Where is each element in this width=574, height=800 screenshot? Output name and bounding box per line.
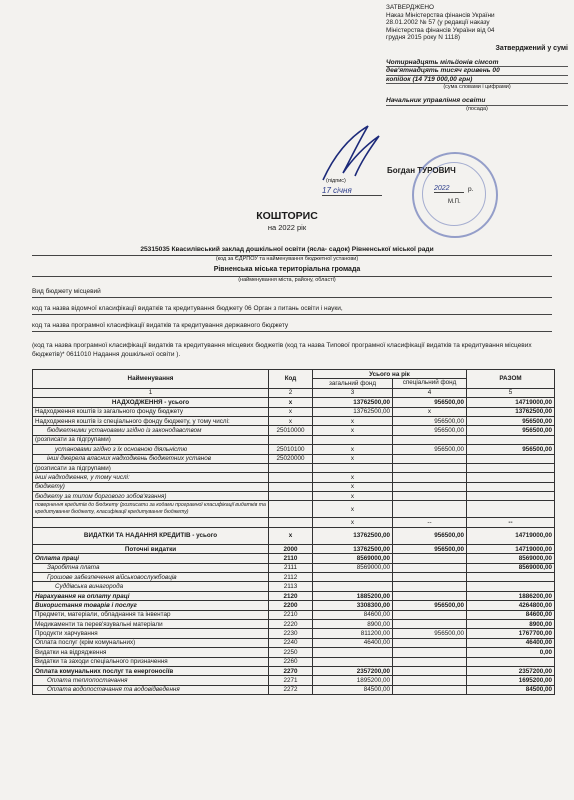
row-special-fund-cell: 956500,00 — [393, 398, 467, 407]
row-total-cell: 0,00 — [467, 648, 555, 657]
row-code-cell — [269, 492, 313, 501]
row-special-fund-cell — [393, 685, 467, 694]
institution-caption: (код за ЄДРПОУ та найменування бюджетної установи) — [215, 256, 359, 262]
row-general-fund-cell: 8569000,00 — [313, 554, 393, 563]
row-special-fund-cell — [393, 554, 467, 563]
row-code-cell: 2230 — [269, 629, 313, 638]
row-name-cell: Медикаменти та перев'язувальні матеріали — [33, 619, 269, 628]
row-code-cell: 25020000 — [269, 454, 313, 463]
row-special-fund-cell: х — [393, 407, 467, 416]
row-code-cell: 25010100 — [269, 445, 313, 454]
row-code-cell: 2250 — [269, 648, 313, 657]
row-general-fund-cell: х — [313, 454, 393, 463]
index-cell: 5 — [467, 388, 555, 397]
position-caption: (посада) — [466, 105, 488, 112]
sum-words: дев'ятнадцять тисяч гривень 00 — [386, 67, 568, 76]
row-name-cell: Оплата праці — [33, 554, 269, 563]
row-special-fund-cell — [393, 638, 467, 647]
row-general-fund-cell: 84600,00 — [313, 610, 393, 619]
handwritten-date: 17 січня — [322, 186, 382, 196]
row-general-fund-cell: 3308300,00 — [313, 601, 393, 610]
budget-table — [32, 369, 555, 695]
table-row — [33, 619, 555, 628]
document-title: КОШТОРИС — [256, 210, 318, 222]
table-row — [33, 554, 555, 563]
row-code-cell — [269, 482, 313, 491]
row-code-cell: 2271 — [269, 676, 313, 685]
handwritten-year: 2022 — [434, 185, 464, 193]
row-total-cell — [467, 582, 555, 591]
approval-line: грудня 2015 року N 1118) — [386, 34, 461, 42]
document-year: на 2022 рік — [267, 223, 307, 232]
row-name-cell: Грошове забезпечення військовослужбовців — [33, 573, 269, 582]
row-code-cell — [269, 435, 313, 444]
table-body — [33, 398, 555, 695]
row-special-fund-cell — [393, 648, 467, 657]
row-special-fund-cell — [393, 501, 467, 518]
community-caption: (найменування міста, району, області) — [238, 277, 336, 283]
approval-line: 28.01.2002 № 57 (у редакції наказу — [386, 19, 490, 27]
row-code-cell: 2200 — [269, 601, 313, 610]
stamp-label: М.П. — [448, 199, 461, 205]
signer-name: Богдан ТУРОВИЧ — [387, 166, 456, 175]
index-cell: 3 — [313, 388, 393, 397]
row-code-cell: 25010000 — [269, 426, 313, 435]
row-code-cell: 2260 — [269, 657, 313, 666]
row-name-cell: Видатки та заходи спеціального призначення — [33, 657, 269, 666]
row-general-fund-cell: 13762500,00 — [313, 527, 393, 544]
row-special-fund-cell — [393, 463, 467, 472]
row-code-cell: 2210 — [269, 610, 313, 619]
row-special-fund-cell: 956500,00 — [393, 544, 467, 553]
date-suffix: р. — [468, 186, 474, 193]
table-row — [33, 518, 555, 527]
row-general-fund-cell: х — [313, 501, 393, 518]
row-total-cell — [467, 657, 555, 666]
row-total-cell: 14719000,00 — [467, 527, 555, 544]
row-general-fund-cell: 2357200,00 — [313, 666, 393, 675]
table-row — [33, 648, 555, 657]
row-special-fund-cell — [393, 492, 467, 501]
department-classification: код та назва відомчої класифікації видатків та кредитування бюджету 06 Орган з питань освіти і науки, — [32, 305, 343, 312]
row-special-fund-cell — [393, 676, 467, 685]
row-total-cell: 46400,00 — [467, 638, 555, 647]
signature-caption: (підпис) — [326, 178, 346, 184]
row-general-fund-cell: х — [313, 473, 393, 482]
row-name-cell: інші джерела власних надходжень бюджетних установ — [33, 454, 269, 463]
row-general-fund-cell: 84500,00 — [313, 685, 393, 694]
row-name-cell: інші надходження, у тому числі: — [33, 473, 269, 482]
position: Начальник управління освіти — [386, 97, 568, 106]
underline — [32, 314, 552, 315]
approval-block — [386, 4, 568, 113]
row-special-fund-cell: 956500,00 — [393, 629, 467, 638]
row-total-cell: 8569000,00 — [467, 554, 555, 563]
row-general-fund-cell — [313, 573, 393, 582]
row-name-cell: Використання товарів і послуг — [33, 601, 269, 610]
program-classification: код та назва програмної класифікації видатків та кредитування державного бюджету — [32, 322, 289, 329]
row-code-cell: 2113 — [269, 582, 313, 591]
row-total-cell: 956500,00 — [467, 416, 555, 425]
row-name-cell: бюджетними установами згідно із законодавством — [33, 426, 269, 435]
row-name-cell: НАДХОДЖЕННЯ - усього — [33, 398, 269, 407]
underline — [32, 331, 552, 332]
row-code-cell: 2112 — [269, 573, 313, 582]
row-code-cell: 2000 — [269, 544, 313, 553]
row-code-cell: 2272 — [269, 685, 313, 694]
row-code-cell: 2240 — [269, 638, 313, 647]
row-name-cell: Видатки на відрядження — [33, 648, 269, 657]
row-name-cell: бюджету) — [33, 482, 269, 491]
sum-words: копійок (14 719 000,00 грн) — [386, 76, 568, 85]
table-row — [33, 629, 555, 638]
row-general-fund-cell: 8569000,00 — [313, 563, 393, 572]
sum-words: Чотирнадцять мільйонів сімсот — [386, 59, 568, 68]
approval-line: ЗАТВЕРДЖЕНО — [386, 4, 434, 11]
row-general-fund-cell: 13762500,00 — [313, 398, 393, 407]
row-total-cell: 956500,00 — [467, 426, 555, 435]
row-code-cell: х — [269, 527, 313, 544]
row-name-cell: Поточні видатки — [33, 544, 269, 553]
table-row — [33, 544, 555, 553]
row-name-cell: Оплата комунальних послуг та енергоносіїв — [33, 666, 269, 675]
row-total-cell: -- — [467, 518, 555, 527]
row-name-cell: установами згідно з їх основною діяльністю — [33, 445, 269, 454]
row-name-cell: Оплата водопостачання та водовідведення — [33, 685, 269, 694]
index-cell: 4 — [393, 388, 467, 397]
row-name-cell: Предмети, матеріали, обладнання та інвентар — [33, 610, 269, 619]
underline — [32, 297, 552, 298]
row-name-cell: Оплата послуг (крім комунальних) — [33, 638, 269, 647]
row-total-cell — [467, 454, 555, 463]
row-special-fund-cell: -- — [393, 518, 467, 527]
row-code-cell — [269, 501, 313, 518]
budget-type: Вид бюджету місцевий — [32, 288, 101, 295]
index-cell: 1 — [33, 388, 269, 397]
row-total-cell: 8569000,00 — [467, 563, 555, 572]
community-name: Рівненська міська територіальна громада — [213, 266, 361, 273]
row-total-cell: 14719000,00 — [467, 544, 555, 553]
table-row — [33, 685, 555, 694]
row-total-cell — [467, 492, 555, 501]
index-cell: 2 — [269, 388, 313, 397]
approved-sum-label: Затверджений у сумі — [495, 44, 568, 52]
table-row — [33, 563, 555, 572]
table-row — [33, 454, 555, 463]
row-special-fund-cell — [393, 591, 467, 600]
row-general-fund-cell: х — [313, 416, 393, 425]
bleed-through-shadow — [20, 22, 350, 142]
table-row — [33, 398, 555, 407]
row-special-fund-cell — [393, 619, 467, 628]
row-total-cell: 1886200,00 — [467, 591, 555, 600]
row-name-cell: (розписати за підгрупами) — [33, 435, 269, 444]
table-row — [33, 638, 555, 647]
row-name-cell: (розписати за підгрупами) — [33, 463, 269, 472]
row-name-cell: Продукти харчування — [33, 629, 269, 638]
row-general-fund-cell: 8900,00 — [313, 619, 393, 628]
row-general-fund-cell: 811200,00 — [313, 629, 393, 638]
row-code-cell — [269, 463, 313, 472]
row-code-cell: 2110 — [269, 554, 313, 563]
row-special-fund-cell — [393, 573, 467, 582]
row-name-cell: ВИДАТКИ ТА НАДАННЯ КРЕДИТІВ - усього — [33, 527, 269, 544]
col-header-name: Найменування — [33, 370, 269, 389]
col-header-code: Код — [269, 370, 313, 389]
row-special-fund-cell: 956500,00 — [393, 416, 467, 425]
row-total-cell — [467, 482, 555, 491]
row-general-fund-cell: 1885200,00 — [313, 591, 393, 600]
row-total-cell — [467, 573, 555, 582]
typical-program-classification: (код та назва програмної класифікації видатків та кредитування місцевих бюджетів (код та назва Типової програмної класифікації видатків та кредитування місцевих бюджетів)* 0611010 Надання дошкільної освіти ). — [32, 342, 532, 358]
table-row — [33, 676, 555, 685]
table-row — [33, 666, 555, 675]
row-general-fund-cell: 46400,00 — [313, 638, 393, 647]
row-total-cell — [467, 501, 555, 518]
row-general-fund-cell: х — [313, 426, 393, 435]
row-general-fund-cell — [313, 648, 393, 657]
row-special-fund-cell — [393, 666, 467, 675]
row-special-fund-cell — [393, 582, 467, 591]
table-row — [33, 657, 555, 666]
row-total-cell: 2357200,00 — [467, 666, 555, 675]
table-row — [33, 426, 555, 435]
row-general-fund-cell: х — [313, 482, 393, 491]
row-general-fund-cell: 13762500,00 — [313, 407, 393, 416]
row-general-fund-cell: х — [313, 492, 393, 501]
col-header-general: загальний фонд — [313, 379, 393, 388]
row-total-cell — [467, 463, 555, 472]
table-row — [33, 416, 555, 425]
row-name-cell: повернення кредитів до бюджету (розписати за кодами програмної класифікації видатків та кредитування бюджету, класифікації кредитування бюджету) — [33, 501, 269, 518]
row-special-fund-cell — [393, 454, 467, 463]
col-header-total-year: Усього на рік — [313, 370, 467, 379]
table-row — [33, 582, 555, 591]
row-total-cell: 1767700,00 — [467, 629, 555, 638]
row-special-fund-cell — [393, 482, 467, 491]
table-row — [33, 435, 555, 444]
row-name-cell: Заробітна плата — [33, 563, 269, 572]
row-total-cell — [467, 435, 555, 444]
table-row — [33, 501, 555, 518]
row-special-fund-cell: 956500,00 — [393, 527, 467, 544]
row-total-cell: 4264800,00 — [467, 601, 555, 610]
row-total-cell — [467, 473, 555, 482]
row-name-cell: бюджету за типом боргового зобов'язання) — [33, 492, 269, 501]
row-general-fund-cell — [313, 435, 393, 444]
row-general-fund-cell: х — [313, 518, 393, 527]
table-row — [33, 610, 555, 619]
row-special-fund-cell — [393, 435, 467, 444]
row-special-fund-cell: 956500,00 — [393, 601, 467, 610]
row-general-fund-cell — [313, 582, 393, 591]
row-code-cell — [269, 473, 313, 482]
approval-line: Наказ Міністерства фінансів України — [386, 11, 495, 19]
row-code-cell: х — [269, 407, 313, 416]
row-general-fund-cell: 13762500,00 — [313, 544, 393, 553]
row-special-fund-cell: 956500,00 — [393, 426, 467, 435]
table-row — [33, 492, 555, 501]
table-row — [33, 473, 555, 482]
row-total-cell: 14719000,00 — [467, 398, 555, 407]
table-row — [33, 445, 555, 454]
col-header-total: РАЗОМ — [467, 370, 555, 389]
row-name-cell: Надходження коштів із спеціального фонду бюджету, у тому числі: — [33, 416, 269, 425]
sum-caption: (сума словами і цифрами) — [443, 84, 511, 91]
row-name-cell: Оплата теплопостачання — [33, 676, 269, 685]
row-total-cell: 1695200,00 — [467, 676, 555, 685]
row-name-cell: Нарахування на оплату праці — [33, 591, 269, 600]
row-general-fund-cell: х — [313, 445, 393, 454]
table-row — [33, 573, 555, 582]
table-row — [33, 527, 555, 544]
table-row — [33, 463, 555, 472]
row-special-fund-cell — [393, 473, 467, 482]
table-row — [33, 591, 555, 600]
row-code-cell: 2270 — [269, 666, 313, 675]
row-total-cell: 956500,00 — [467, 445, 555, 454]
row-general-fund-cell — [313, 463, 393, 472]
row-special-fund-cell — [393, 610, 467, 619]
row-code-cell — [269, 518, 313, 527]
row-code-cell: х — [269, 398, 313, 407]
approval-line: Міністерства фінансів України від 04 — [386, 26, 495, 34]
table-row — [33, 601, 555, 610]
row-total-cell: 13762500,00 — [467, 407, 555, 416]
col-header-special: спеціальний фонд — [393, 379, 467, 388]
row-special-fund-cell — [393, 563, 467, 572]
handwritten-signature — [313, 118, 393, 188]
row-name-cell — [33, 518, 269, 527]
row-code-cell: 2120 — [269, 591, 313, 600]
row-name-cell: Надходження коштів із загального фонду бюджету — [33, 407, 269, 416]
row-total-cell: 8900,00 — [467, 619, 555, 628]
row-general-fund-cell: 1895200,00 — [313, 676, 393, 685]
table-row — [33, 407, 555, 416]
row-total-cell: 84600,00 — [467, 610, 555, 619]
institution-name: 25315035 Квасилівський заклад дошкільної освіти (ясла- садок) Рівненської міської ради — [140, 246, 434, 253]
table-row — [33, 482, 555, 491]
row-general-fund-cell — [313, 657, 393, 666]
row-special-fund-cell — [393, 657, 467, 666]
row-code-cell: 2220 — [269, 619, 313, 628]
row-special-fund-cell: 956500,00 — [393, 445, 467, 454]
row-code-cell: х — [269, 416, 313, 425]
row-code-cell: 2111 — [269, 563, 313, 572]
row-total-cell: 84500,00 — [467, 685, 555, 694]
row-name-cell: Суддівська винагорода — [33, 582, 269, 591]
